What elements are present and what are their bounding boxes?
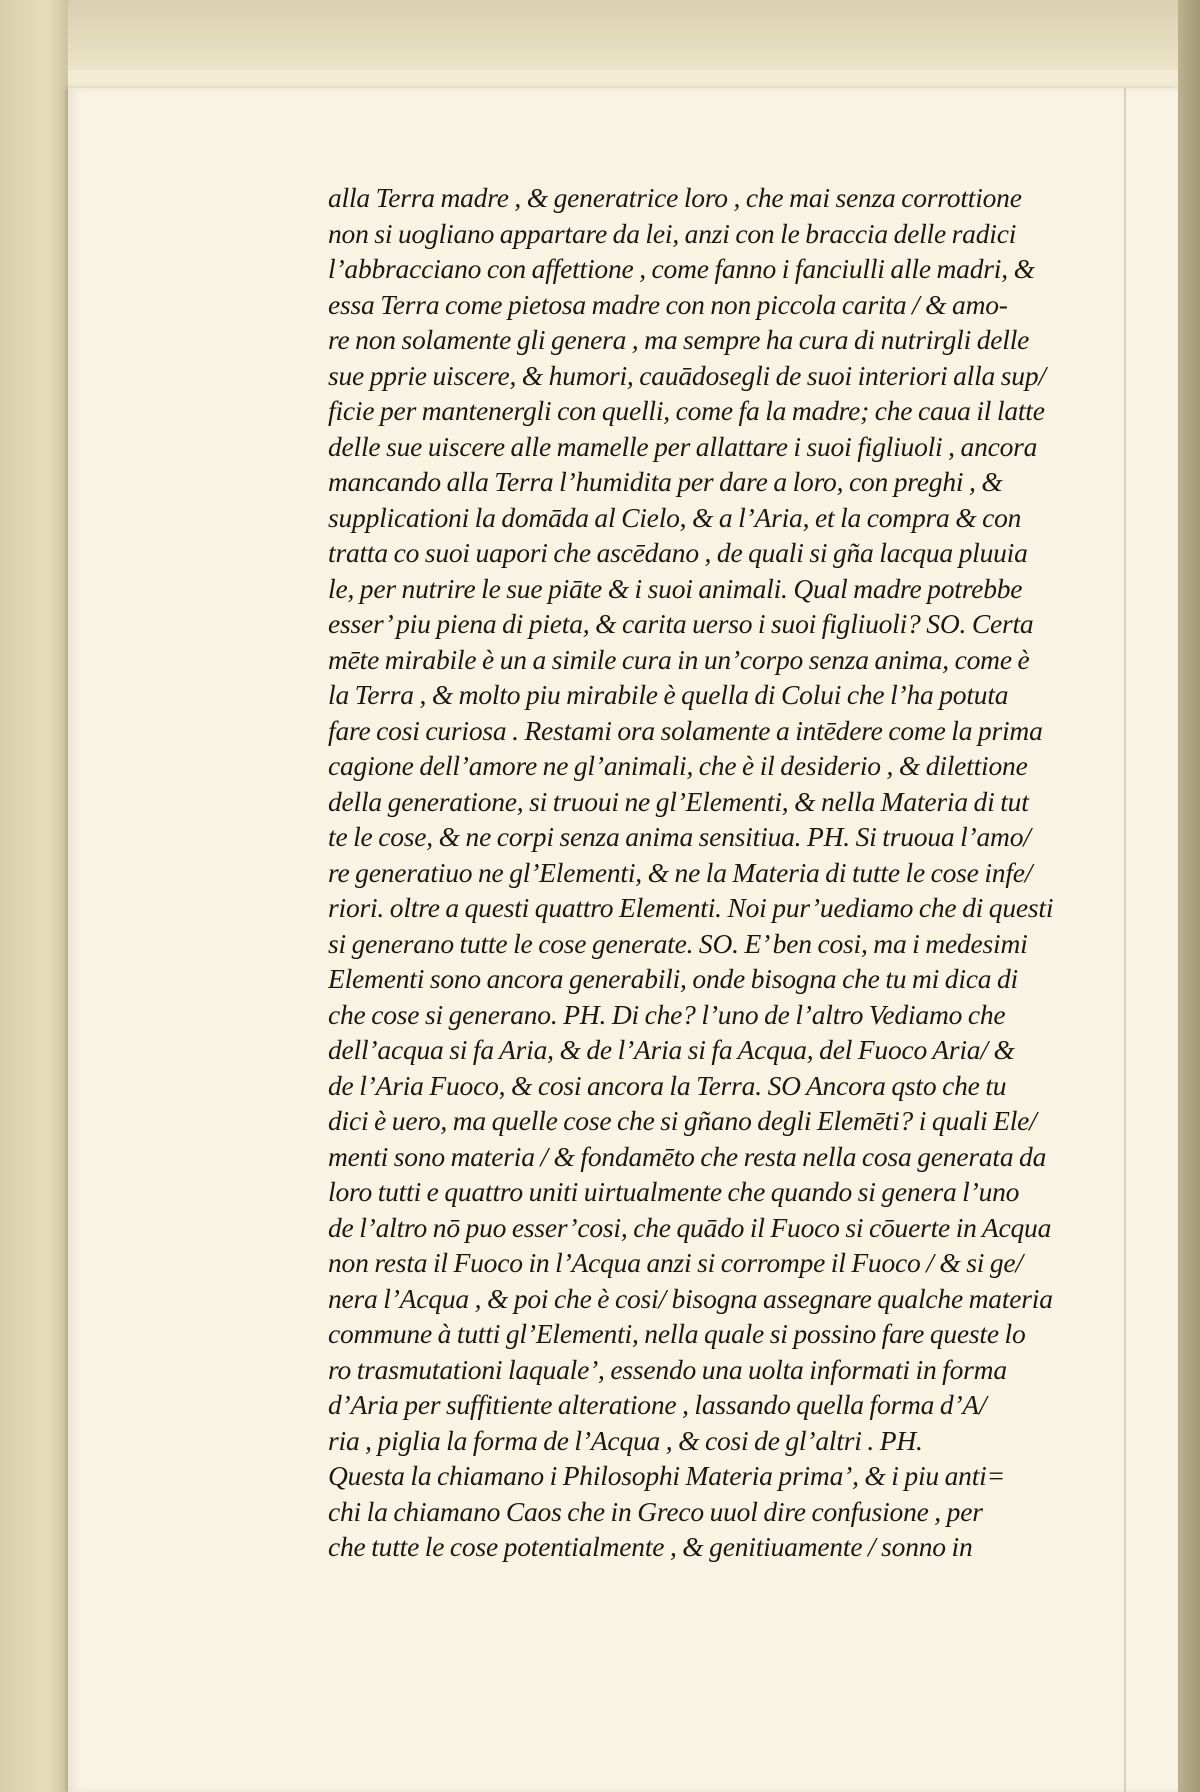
text-line: commune à tutti gl’Elementi, nella quale si possino fare queste lo	[328, 1318, 1026, 1349]
text-line: de l’Aria Fuoco, & cosi ancora la Terra. SO Ancora qsto che tu	[328, 1069, 1007, 1101]
text-line: de l’altro nō puo esser’cosi, che quādo il Fuoco si cōuerte in Acqua	[328, 1211, 1052, 1243]
text-line: delle sue uiscere alle mamelle per allattare i suoi figliuoli , ancora	[328, 430, 1038, 462]
text-line: la Terra , & molto piu mirabile è quella di Colui che l’ha potuta	[328, 679, 1009, 710]
text-line: nera l’Acqua , & poi che è cosi/ bisogna assegnare qualche materia	[328, 1282, 1053, 1314]
text-line: chi la chiamano Caos che in Greco uuol dire confusione , per	[328, 1495, 983, 1527]
text-line: che tutte le cose potentialmente , & genitiuamente / sonno in	[328, 1531, 973, 1562]
text-line: ro trasmutationi laquale’, essendo una uolta informati in forma	[328, 1353, 1007, 1385]
text-line: le, per nutrire le sue piāte & i suoi animali. Qual madre potrebbe	[328, 572, 1023, 604]
text-line: non resta il Fuoco in l’Acqua anzi si corrompe il Fuoco / & si ge/	[328, 1247, 1023, 1278]
text-line: d’Aria per suffitiente alteratione , lassando quella forma d’A/	[328, 1389, 987, 1420]
text-line: mancando alla Terra l’humidita per dare a loro, con preghi , &	[328, 466, 1003, 497]
text-line: essa Terra come pietosa madre con non piccola carita / & amo-	[328, 288, 1008, 320]
text-line: l’abbracciano con affettione , come fanno i fanciulli alle madri, &	[328, 253, 1035, 284]
text-line: che cose si generano. PH. Di che? l’uno de l’altro Vediamo che	[328, 998, 1006, 1030]
text-line: te le cose, & ne corpi senza anima sensitiua. PH. Si truoua l’amo/	[328, 821, 1031, 852]
text-line: esser’ piu piena di pieta, & carita uerso i suoi figliuoli? SO. Certa	[328, 608, 1034, 639]
text-line: si generano tutte le cose generate. SO. E’ ben cosi, ma i medesimi	[328, 927, 1028, 959]
text-line: loro tutti e quattro uniti uirtualmente che quando si genera l’uno	[328, 1176, 1020, 1207]
book-page	[68, 88, 1178, 1792]
book-top-edge	[0, 0, 1200, 70]
text-line: alla Terra madre , & generatrice loro , che mai senza corrottione	[328, 182, 1022, 213]
text-line: ria , piglia la forma de l’Acqua , & cosi de gl’altri . PH.	[328, 1424, 923, 1456]
book-right-edge	[1178, 0, 1200, 1792]
text-line: tratta co suoi uapori che ascēdano , de quali si gña lacqua pluuia	[328, 537, 1028, 568]
text-line: riori. oltre a questi quattro Elementi. Noi pur’uediamo che di questi	[328, 892, 1054, 923]
text-line: della generatione, si truoui ne gl’Elementi, & nella Materia di tut	[328, 785, 1029, 817]
text-line: fare cosi curiosa . Restami ora solamente a intēdere come la prima	[328, 714, 1043, 746]
text-line: re non solamente gli genera , ma sempre ha cura di nutrirgli delle	[328, 324, 1030, 355]
page-text-block	[328, 180, 1168, 1565]
text-line: sue pprie uiscere, & humori, cauādosegli de suoi interiori alla sup/	[328, 359, 1046, 391]
text-line: Questa la chiamano i Philosophi Materia prima’, & i piu anti=	[328, 1460, 1005, 1491]
text-line: dici è uero, ma quelle cose che si gñano degli Elemēti? i quali Ele/	[328, 1105, 1037, 1136]
text-line: supplicationi la domāda al Cielo, & a l’Aria, et la compra & con	[328, 501, 1022, 533]
text-line: re generatiuo ne gl’Elementi, & ne la Materia di tutte le cose infe/	[328, 856, 1033, 888]
text-line: mēte mirabile è un a simile cura in un’corpo senza anima, come è	[328, 643, 1030, 675]
text-line: Elementi sono ancora generabili, onde bisogna che tu mi dica di	[328, 963, 1018, 994]
text-line: cagione dell’amore ne gl’animali, che è il desiderio , & dilettione	[328, 750, 1028, 781]
text-line: menti sono materia / & fondamēto che resta nella cosa generata da	[328, 1140, 1047, 1172]
text-line: ficie per mantenergli con quelli, come fa la madre; che caua il latte	[328, 395, 1045, 426]
text-line: dell’acqua si fa Aria, & de l’Aria si fa Acqua, del Fuoco Aria/ &	[328, 1034, 1015, 1065]
book-left-edge	[0, 0, 68, 1792]
text-line: non si uogliano appartare da lei, anzi con le braccia delle radici	[328, 217, 1017, 249]
